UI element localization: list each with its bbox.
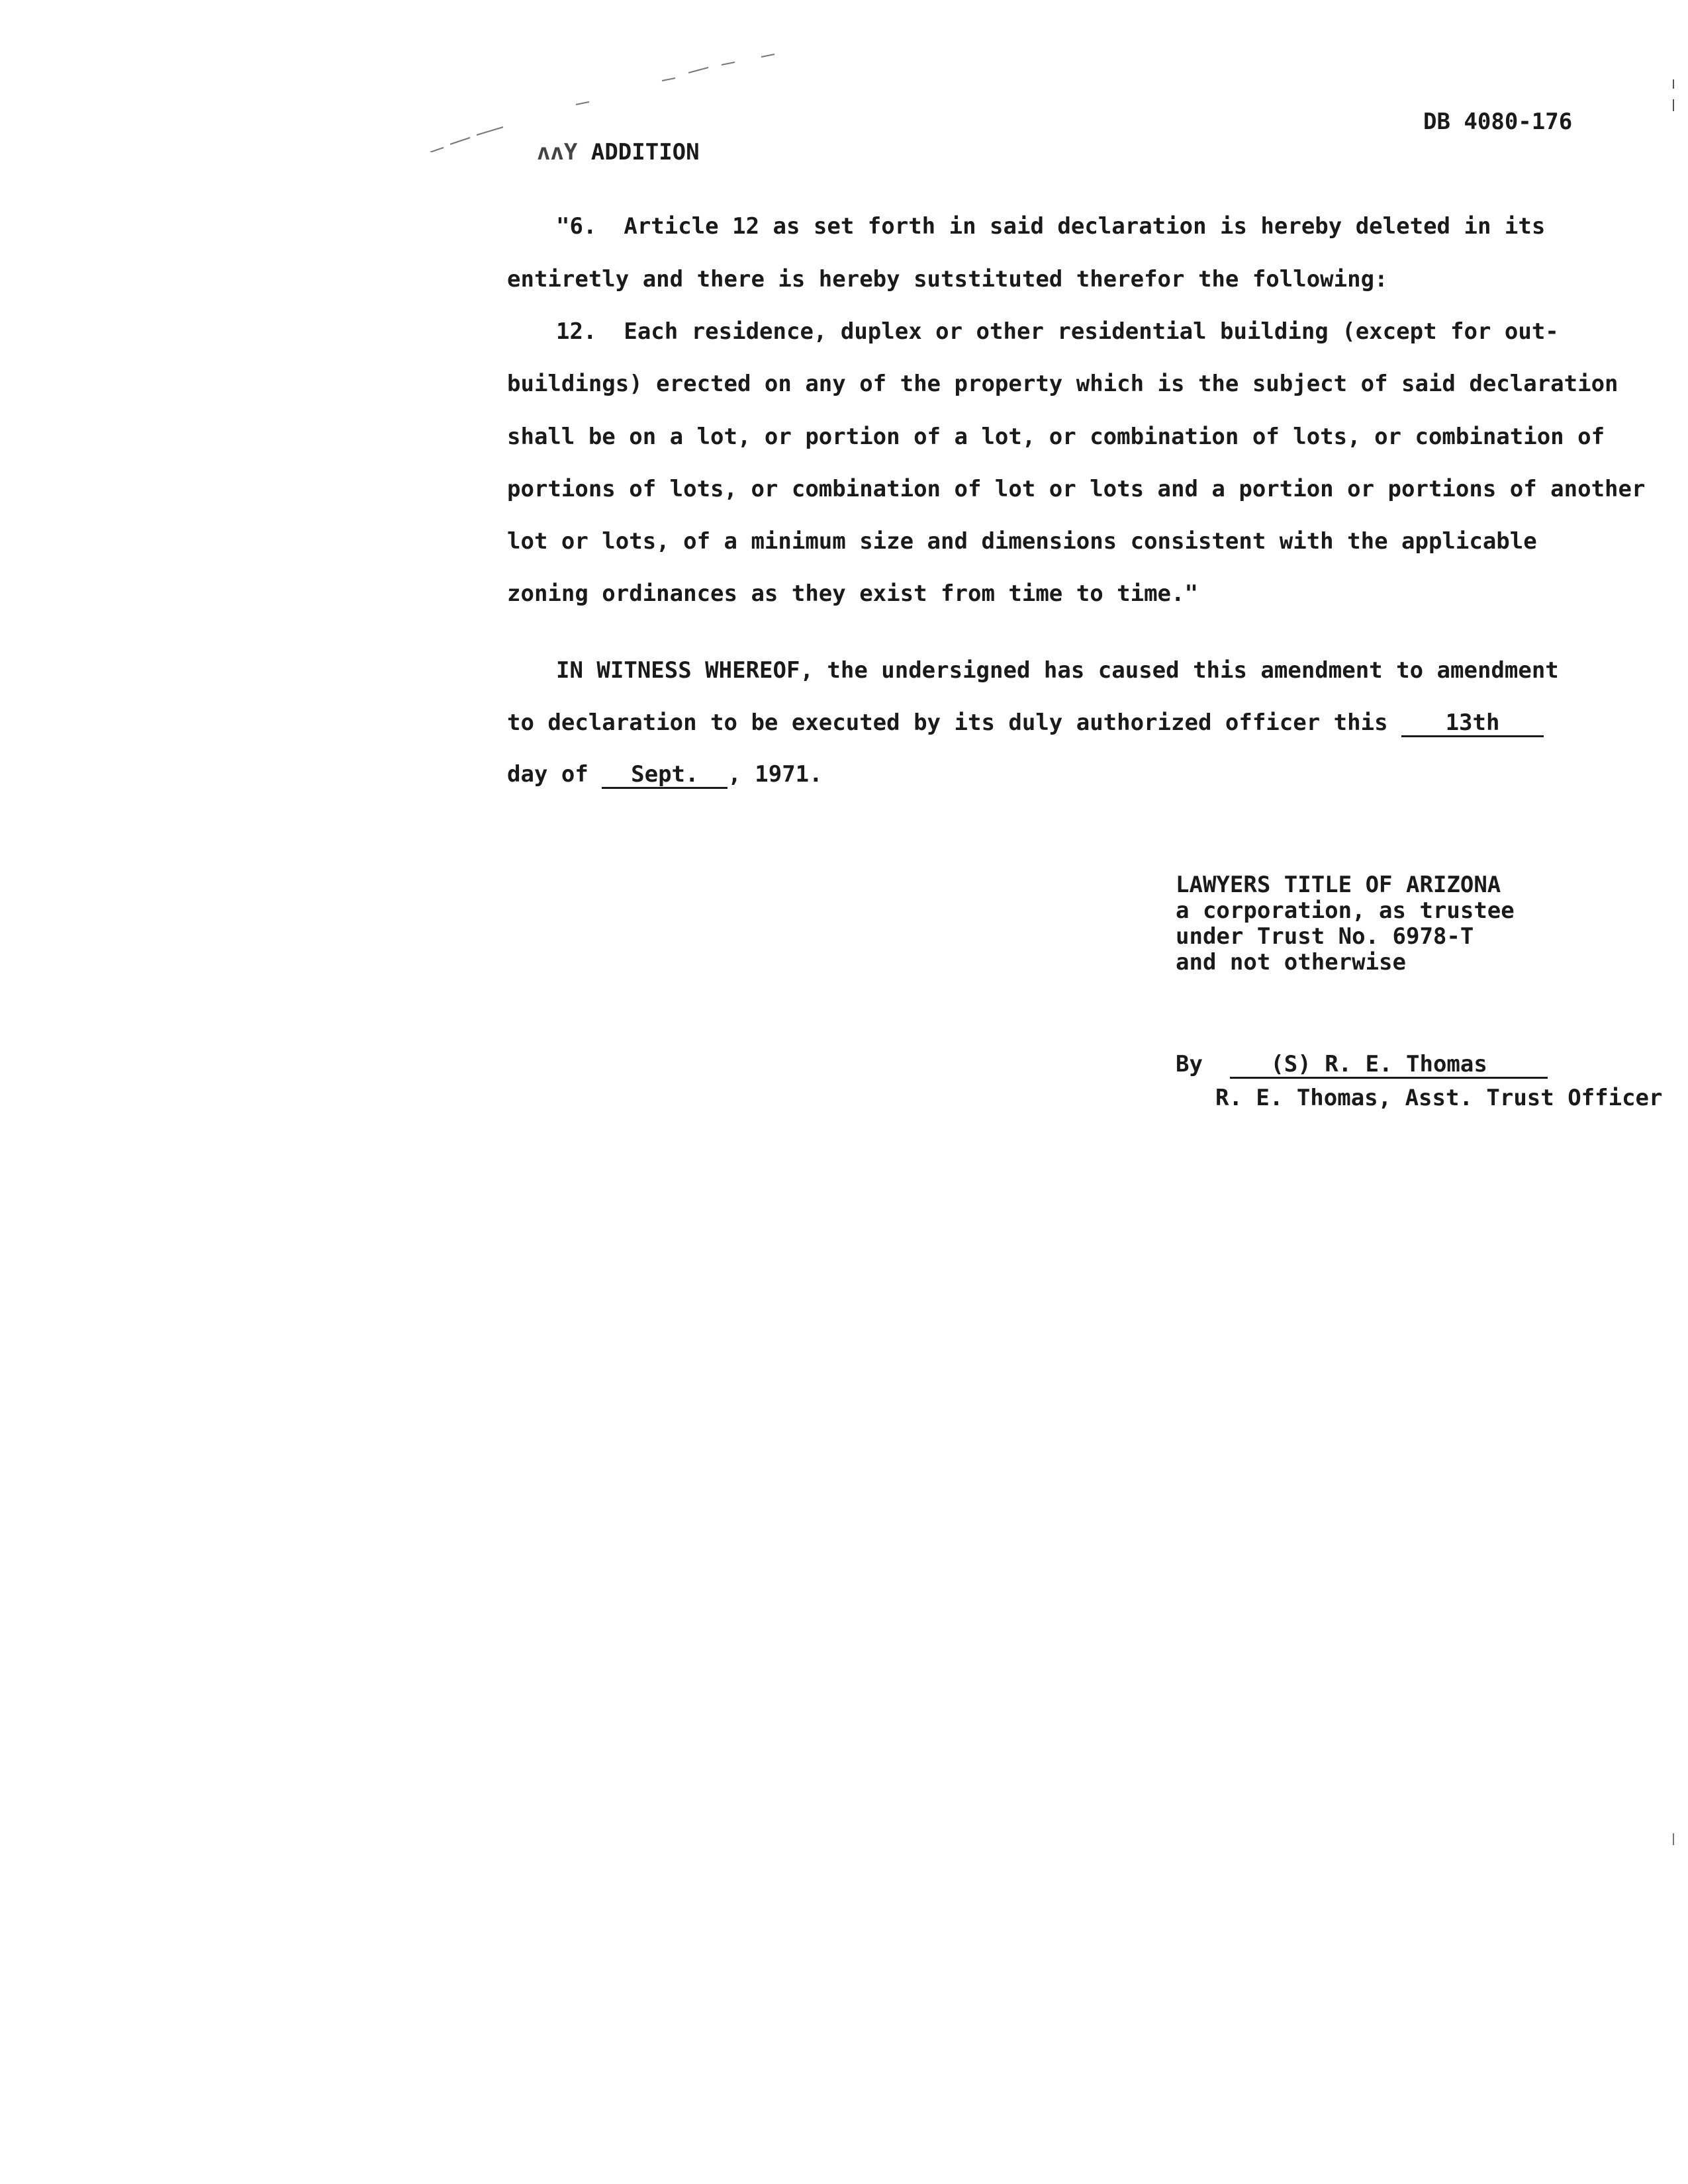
witness-line — [507, 761, 823, 789]
paragraph-line: entiretly and there is hereby sutstituted therefor the following: — [507, 266, 1388, 293]
by-label: By — [1176, 1051, 1203, 1077]
witness-text: day of — [507, 761, 588, 788]
witness-line: IN WITNESS WHEREOF, the undersigned has caused this amendment to amendment — [556, 657, 1559, 684]
year-text: , 1971. — [727, 761, 823, 788]
paragraph-line: portions of lots, or combination of lot or lots and a portion or portions of another — [507, 476, 1646, 502]
witness-line — [507, 709, 1544, 737]
signer-name-title: R. E. Thomas, Asst. Trust Officer — [1215, 1085, 1663, 1111]
paragraph-line: lot or lots, of a minimum size and dimensions consistent with the applicable — [507, 528, 1537, 555]
header-left-partial: ʌʌY — [536, 139, 578, 165]
header-left-text: ADDITION — [590, 139, 700, 165]
signatory-block — [1176, 872, 1515, 976]
document-number: DB 4080-176 — [1423, 109, 1573, 135]
paragraph-line: "6. Article 12 as set forth in said declaration is hereby deleted in its — [556, 213, 1546, 240]
month-blank: Sept. — [602, 763, 727, 789]
paragraph-line: 12. Each residence, duplex or other residential building (except for out- — [556, 318, 1559, 345]
paragraph-line: buildings) erected on any of the property which is the subject of said declaration — [507, 371, 1618, 397]
paragraph-line: zoning ordinances as they exist from time to time." — [507, 580, 1198, 607]
signatory-line: and not otherwise — [1176, 949, 1406, 976]
signatory-company: LAWYERS TITLE OF ARIZONA — [1176, 872, 1501, 898]
signatory-line: under Trust No. 6978-T — [1176, 923, 1474, 950]
header-left — [510, 113, 700, 165]
signature — [1230, 1053, 1548, 1079]
paragraph-line: shall be on a lot, or portion of a lot, or combination of lots, or combination of — [507, 424, 1605, 450]
edge-mark — [1671, 79, 1676, 113]
signature-text: (S) R. E. Thomas — [1270, 1051, 1487, 1077]
signature-line — [1176, 1051, 1548, 1079]
day-blank: 13th — [1401, 711, 1544, 737]
witness-text: to declaration to be executed by its duly authorized officer this — [507, 709, 1388, 736]
edge-mark — [1671, 1833, 1676, 1846]
signatory-line: a corporation, as trustee — [1176, 897, 1515, 924]
